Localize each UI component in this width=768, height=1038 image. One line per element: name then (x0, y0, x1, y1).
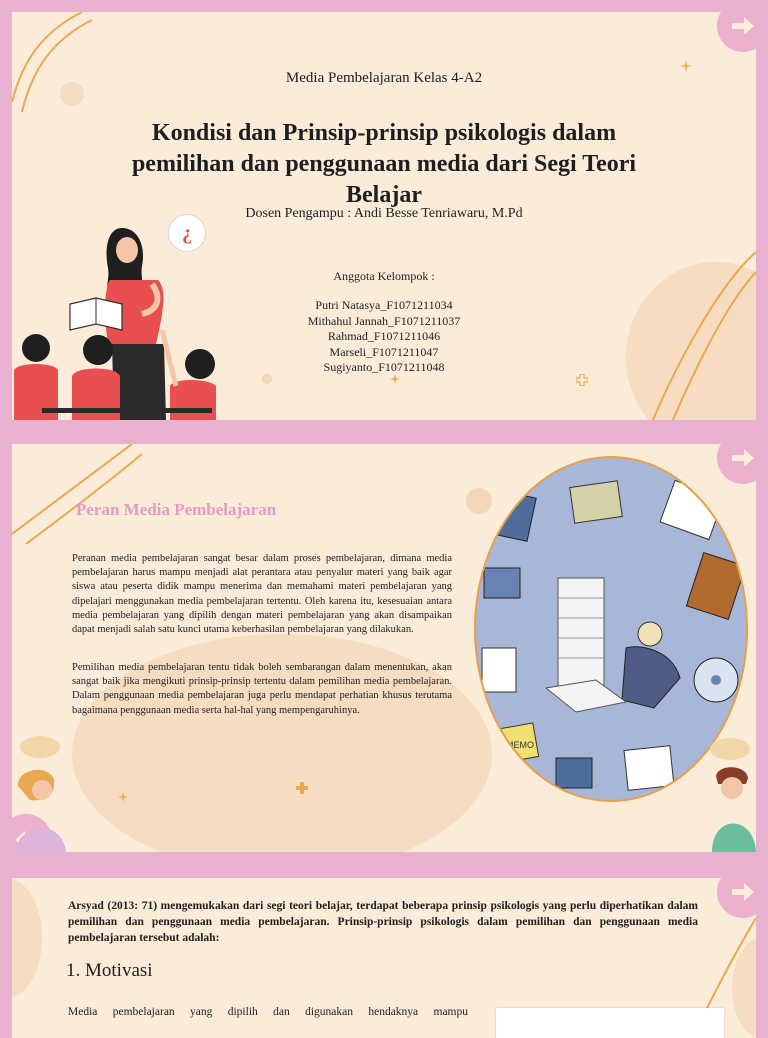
decor-blob (12, 878, 42, 998)
thought-bubble-icon (20, 736, 60, 758)
decor-curve-right (632, 242, 756, 420)
man-thinking-illustration (706, 762, 756, 852)
slide-title (12, 12, 756, 420)
thought-bubble-icon (710, 738, 750, 760)
section-title: 1. Motivasi (66, 960, 153, 981)
next-slide-button[interactable] (717, 444, 756, 484)
arrow-right-icon (730, 448, 756, 468)
decor-curve-left (12, 12, 92, 112)
plus-icon (576, 374, 588, 386)
member-item: Marseli_F1071211047 (329, 344, 439, 359)
next-slide-button[interactable] (717, 878, 756, 918)
member-item: Putri Natasya_F1071211034 (315, 298, 453, 312)
decor-curve-left (12, 444, 142, 544)
member-item: Sugiyanto_F1071211048 (323, 360, 445, 375)
sparkle-icon (118, 792, 128, 802)
class-label: Media Pembelajaran Kelas 4-A2 (285, 70, 483, 86)
arrow-right-icon (730, 16, 756, 36)
photo-placeholder (496, 1008, 724, 1038)
slide-principles (12, 878, 756, 1038)
next-slide-button[interactable] (717, 12, 756, 52)
slide-media-role (12, 444, 756, 852)
presentation-title: Kondisi dan Prinsip-prinsip psikologis dalam pemilihan dan penggunaan media dari Segi Teori Belajar (131, 120, 637, 208)
memo-note-label: MEMO (506, 740, 534, 750)
teacher-students-illustration (12, 218, 222, 420)
body-paragraph: Media pembelajaran yang dipilih dan digunakan hendaknya mampu (68, 1006, 468, 1018)
section-heading: Peran Media Pembelajaran (76, 500, 277, 519)
paragraph: Pemilihan media pembelajaran tentu tidak boleh sembarangan dalam menentukan, akan sangat baik jika mengikuti prinsip-prinsip tertentu dalam pemilihan media pembelajaran. Dalam penggunaan media pembelajaran juga perlu mendapat perhatian khusus terutama bagaimana penggunaan media serta hal-hal yang mempengaruhinya. (72, 662, 452, 716)
girl-thinking-illustration (12, 762, 72, 852)
group-members-list (212, 298, 556, 376)
lecturer-name: Dosen Pengampu : Andi Besse Tenriawaru, M.Pd (245, 206, 523, 221)
intro-paragraph: Arsyad (2013: 71) mengemukakan dari segi teori belajar, terdapat beberapa prinsip psikologis yang perlu diperhatikan dalam pemilihan dan penggunaan media pembelajaran. Prinsip-prinsip psikologis dalam pemilihan dan penggunaan media pembelajaran tersebut adalah: (68, 900, 698, 944)
speech-glyph: ¿ (182, 221, 192, 244)
member-item: Mithahul Jannah_F1071211037 (307, 313, 461, 328)
plus-icon (296, 782, 308, 794)
office-paperwork-illustration (474, 456, 748, 802)
group-members-label: Anggota Kelompok : (333, 269, 435, 283)
decor-blob (466, 488, 492, 514)
member-item: Rahmad_F1071211046 (327, 329, 441, 344)
arrow-right-icon (730, 882, 756, 902)
paragraph: Peranan media pembelajaran sangat besar dalam proses pembelajaran, dimana media pembelajaran harus mampu menjadi alat perantara atau penyalur materi yang baik agar siswa atau peserta didik mampu menerima dan memahami materi pembelajaran yang dipelajari menggunakan media pembelajaran tertentu. Oleh karena itu, kesesuaian antara media pembelajaran yang dipilih dengan materi pembelajaran yang akan disampaikan dapat menjadi salah satu kunci utama keberhasilan pembelajaran yang dilakukan. (72, 553, 452, 636)
